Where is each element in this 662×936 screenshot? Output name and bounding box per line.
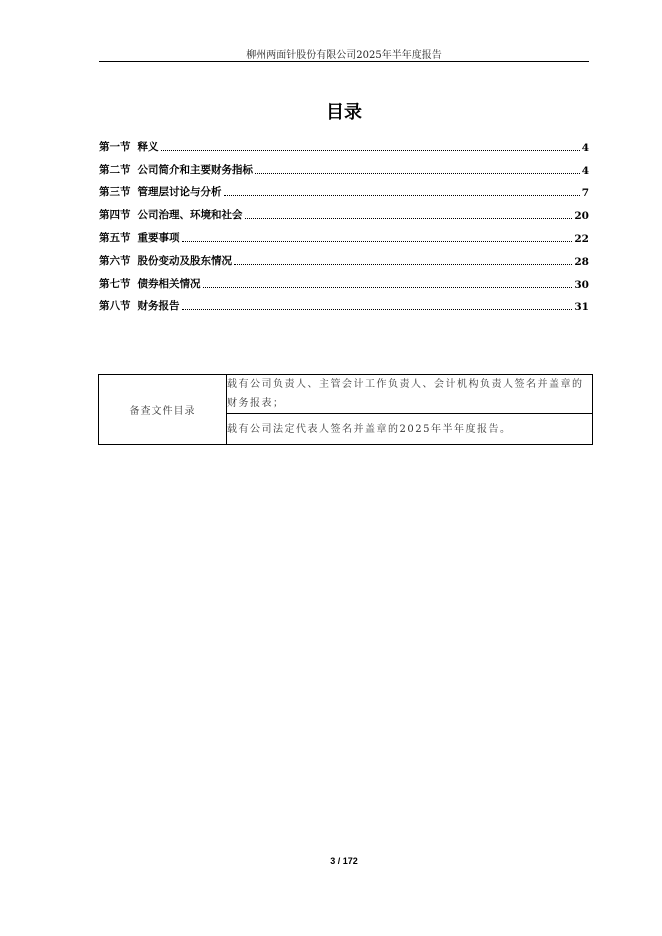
toc-section-number: 第四节	[99, 209, 131, 222]
toc-page-number: 4	[581, 141, 589, 154]
toc-section-title: 管理层讨论与分析	[137, 186, 222, 199]
toc-entry-2[interactable]	[99, 154, 589, 177]
toc-section-title: 公司治理、环境和社会	[137, 209, 243, 222]
page-header: 柳州两面针股份有限公司2025年半年度报告	[246, 50, 442, 61]
toc-entry-3[interactable]	[99, 177, 589, 200]
toc-section-title: 股份变动及股东情况	[137, 254, 232, 267]
toc-section-number: 第五节	[99, 231, 131, 244]
toc-page-number: 7	[581, 187, 589, 200]
toc-entry-6[interactable]	[99, 245, 589, 268]
toc-entry-1[interactable]	[99, 131, 589, 154]
toc-section-number: 第三节	[99, 186, 131, 199]
toc-section-title: 财务报告	[137, 300, 180, 313]
toc-page-number: 31	[574, 301, 589, 314]
toc-leader-dots	[245, 218, 573, 219]
toc-section-title: 重要事项	[137, 231, 180, 244]
toc-entry-4[interactable]	[99, 199, 589, 222]
toc-leader-dots	[234, 264, 572, 265]
toc-section-title: 债券相关情况	[137, 277, 201, 290]
toc-page-number: 4	[581, 164, 589, 177]
reference-documents-table	[98, 374, 593, 445]
toc-section-title: 释义	[137, 140, 159, 153]
toc-section-number: 第一节	[99, 140, 131, 153]
toc-section-title: 公司简介和主要财务指标	[137, 163, 253, 176]
toc-page-number: 30	[574, 278, 589, 291]
toc-entry-7[interactable]	[99, 268, 589, 291]
toc-leader-dots	[182, 241, 573, 242]
toc-section-number: 第二节	[99, 163, 131, 176]
toc-page-number: 22	[574, 232, 589, 245]
toc-leader-dots	[224, 195, 580, 196]
toc-leader-dots	[203, 287, 573, 288]
toc-section-number: 第六节	[99, 254, 131, 267]
toc-section-number: 第八节	[99, 300, 131, 313]
toc-title: 目录	[326, 102, 362, 123]
toc-leader-dots	[161, 150, 580, 151]
toc-leader-dots	[255, 173, 580, 174]
table-row	[99, 375, 593, 414]
reference-documents-heading: 备查文件目录	[99, 375, 227, 445]
page-number: 3 / 172	[330, 856, 358, 866]
header-rule	[99, 61, 589, 62]
toc-leader-dots	[182, 309, 573, 310]
toc-page-number: 28	[574, 255, 589, 268]
reference-document-item: 载有公司负责人、主管会计工作负责人、会计机构负责人签名并盖章的财务报表；	[227, 375, 593, 414]
toc-section-number: 第七节	[99, 277, 131, 290]
toc-entry-8[interactable]	[99, 291, 589, 314]
reference-document-item: 载有公司法定代表人签名并盖章的2025年半年度报告。	[227, 414, 593, 445]
toc-page-number: 20	[574, 210, 589, 223]
table-of-contents	[99, 131, 589, 313]
toc-entry-5[interactable]	[99, 222, 589, 245]
